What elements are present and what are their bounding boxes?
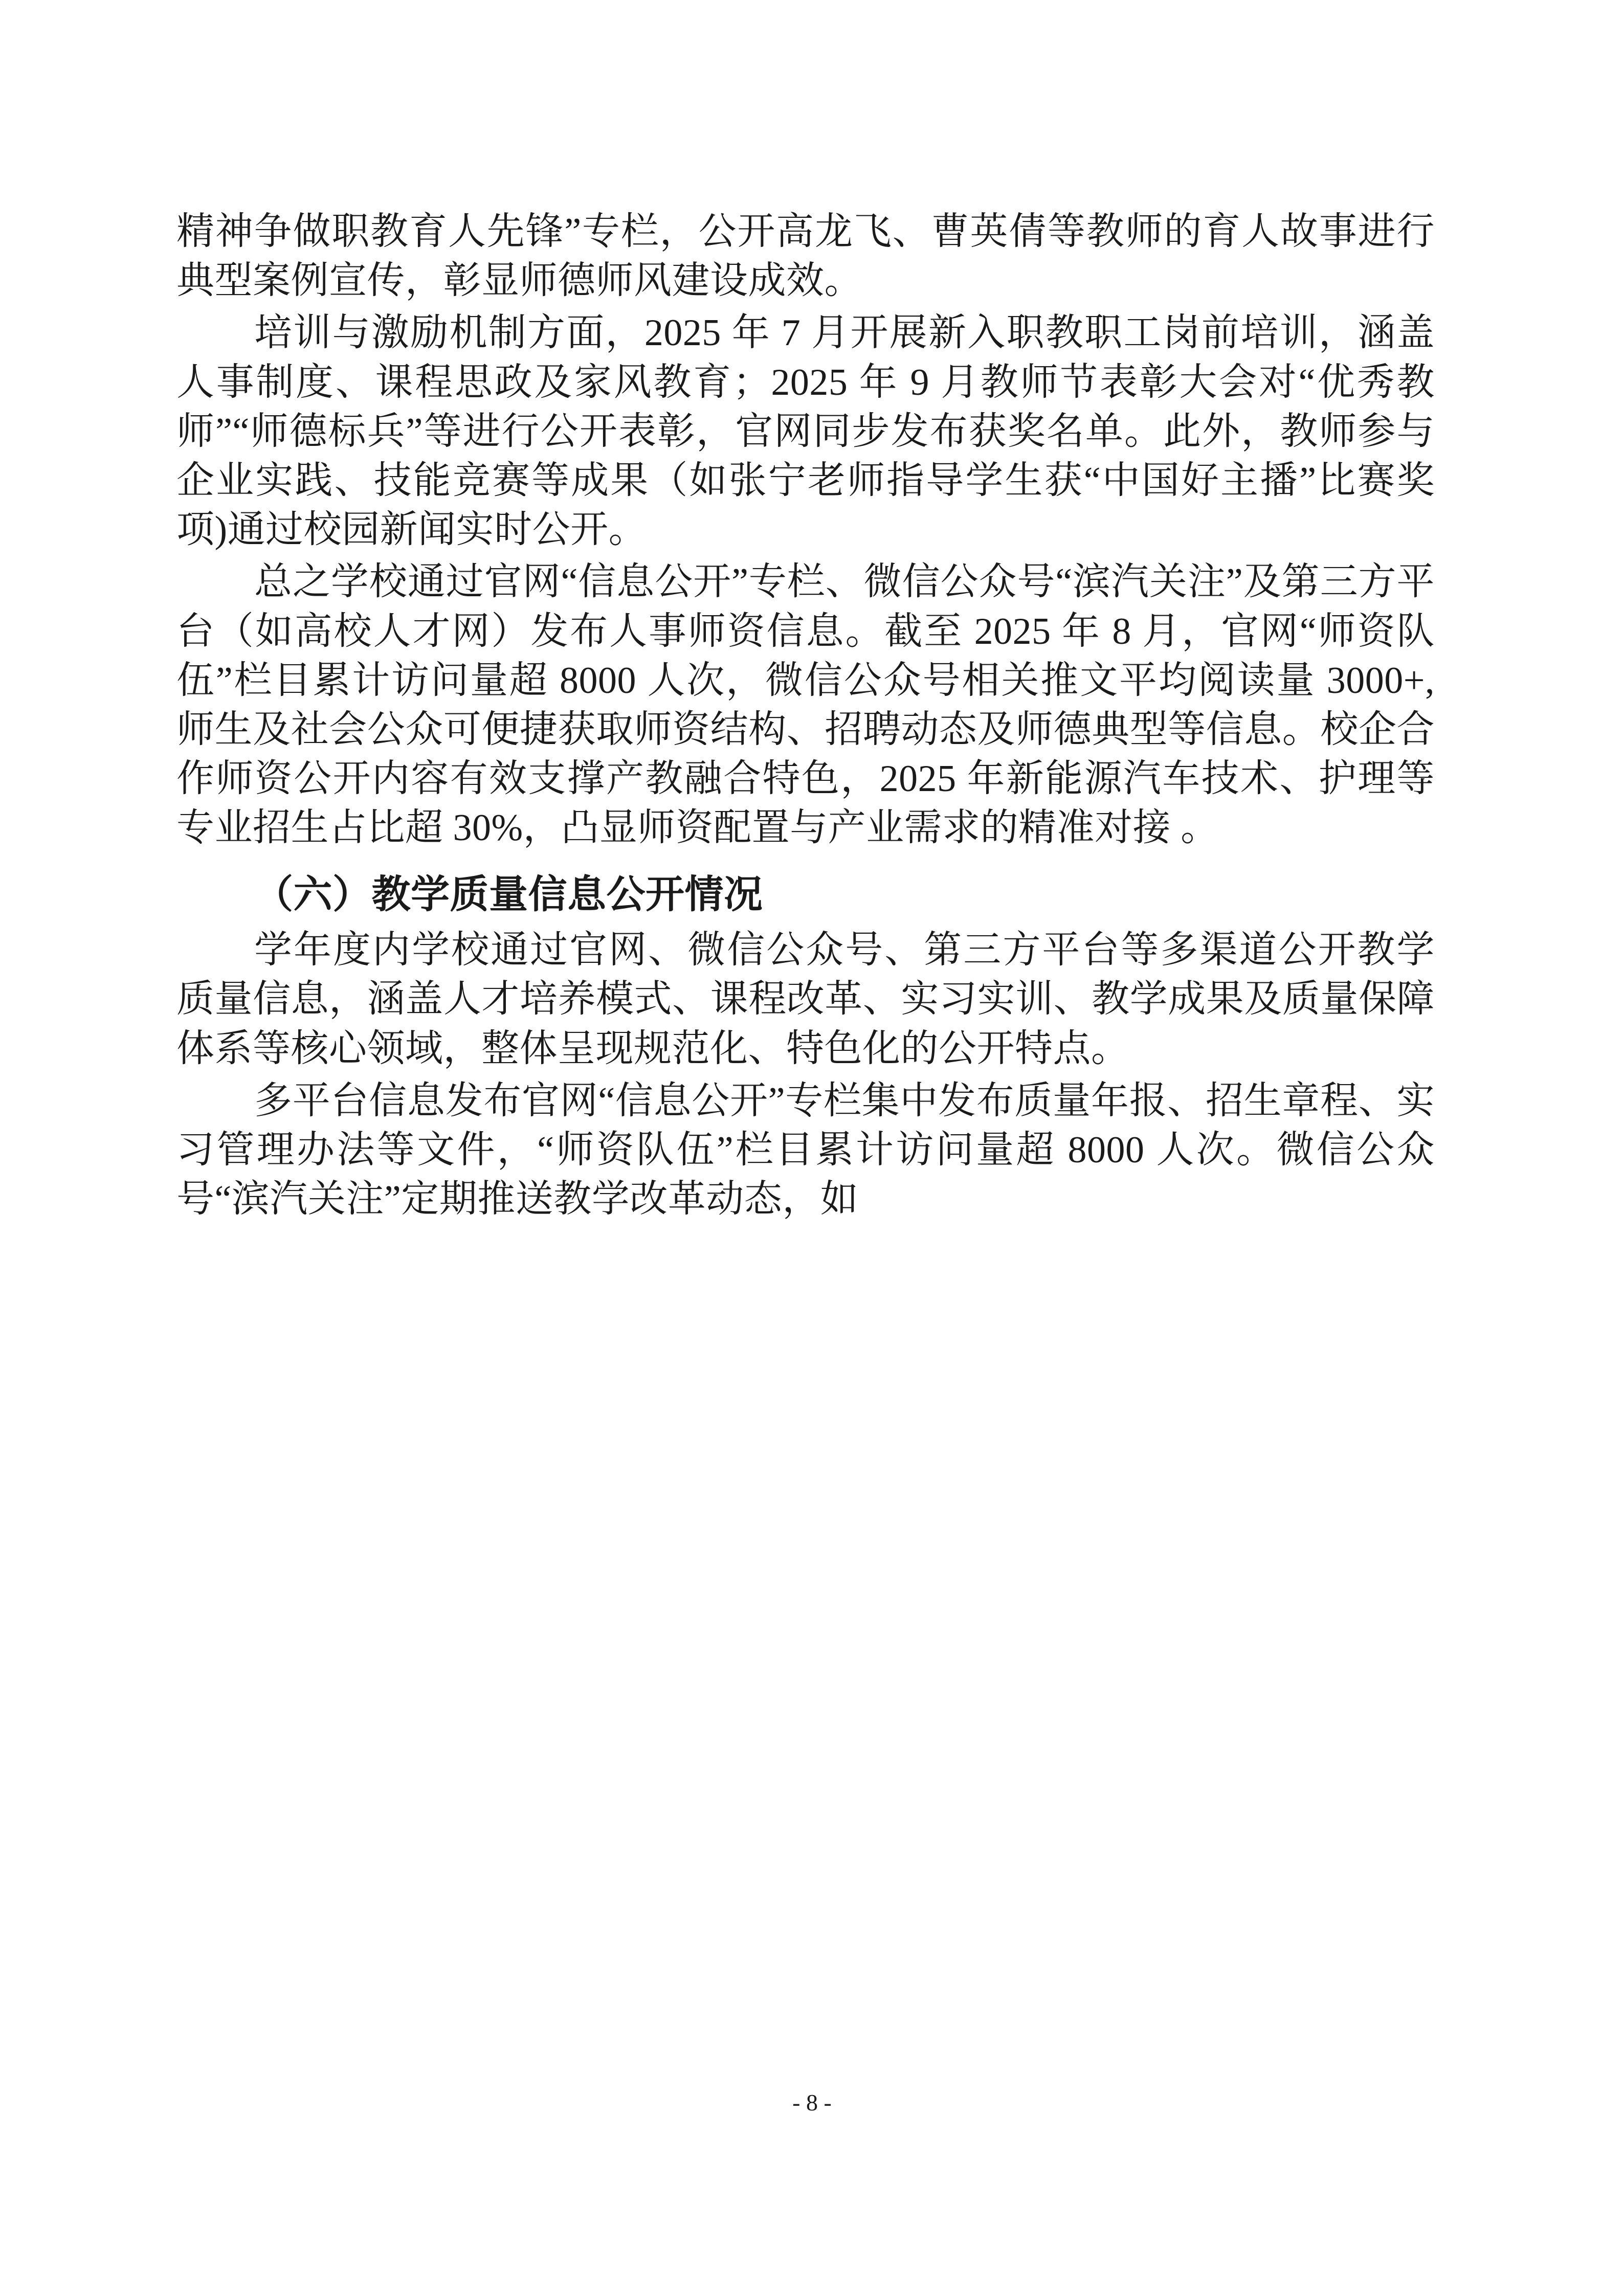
paragraph-3: 总之学校通过官网“信息公开”专栏、微信公众号“滨汽关注”及第三方平台（如高校人才网）发布人事师资信息。截至 2025 年 8 月，官网“师资队伍”栏目累计访问量超 8000 人次，微信公众号相关推文平均阅读量 3000+,师生及社会公众可便捷获取师资结构、招聘动态及师德典型等信息。校企合作师资公开内容有效支撑产教融合特色，2025 年新能源汽车技术、护理等专业招生占比超 30%，凸显师资配置与产业需求的精准对接 。	[176, 561, 1435, 849]
page-body	[176, 207, 1435, 1227]
paragraph-5: 多平台信息发布官网“信息公开”专栏集中发布质量年报、招生章程、实习管理办法等文件，“师资队伍”栏目累计访问量超 8000 人次。微信公众号“滨汽关注”定期推送教学改革动态，如	[176, 1079, 1435, 1221]
paragraph-1: 精神争做职教育人先锋”专栏，公开高龙飞、曹英倩等教师的育人故事进行典型案例宣传，彰显师德师风建设成效。	[176, 211, 1435, 302]
paragraph-2: 培训与激励机制方面，2025 年 7 月开展新入职教职工岗前培训，涵盖人事制度、课程思政及家风教育；2025 年 9 月教师节表彰大会对“优秀教师”“师德标兵”等进行公开表彰，官网同步发布获奖名单。此外，教师参与企业实践、技能竞赛等成果（如张宁老师指导学生获“中国好主播”比赛奖项)通过校园新闻实时公开。	[176, 312, 1435, 551]
page-number: - 8 -	[792, 2089, 832, 2115]
paragraph-4: 学年度内学校通过官网、微信公众号、第三方平台等多渠道公开教学质量信息，涵盖人才培养模式、课程改革、实习实训、教学成果及质量保障体系等核心领域，整体呈现规范化、特色化的公开特点。	[176, 929, 1435, 1070]
section-heading: （六）教学质量信息公开情况	[254, 873, 763, 917]
